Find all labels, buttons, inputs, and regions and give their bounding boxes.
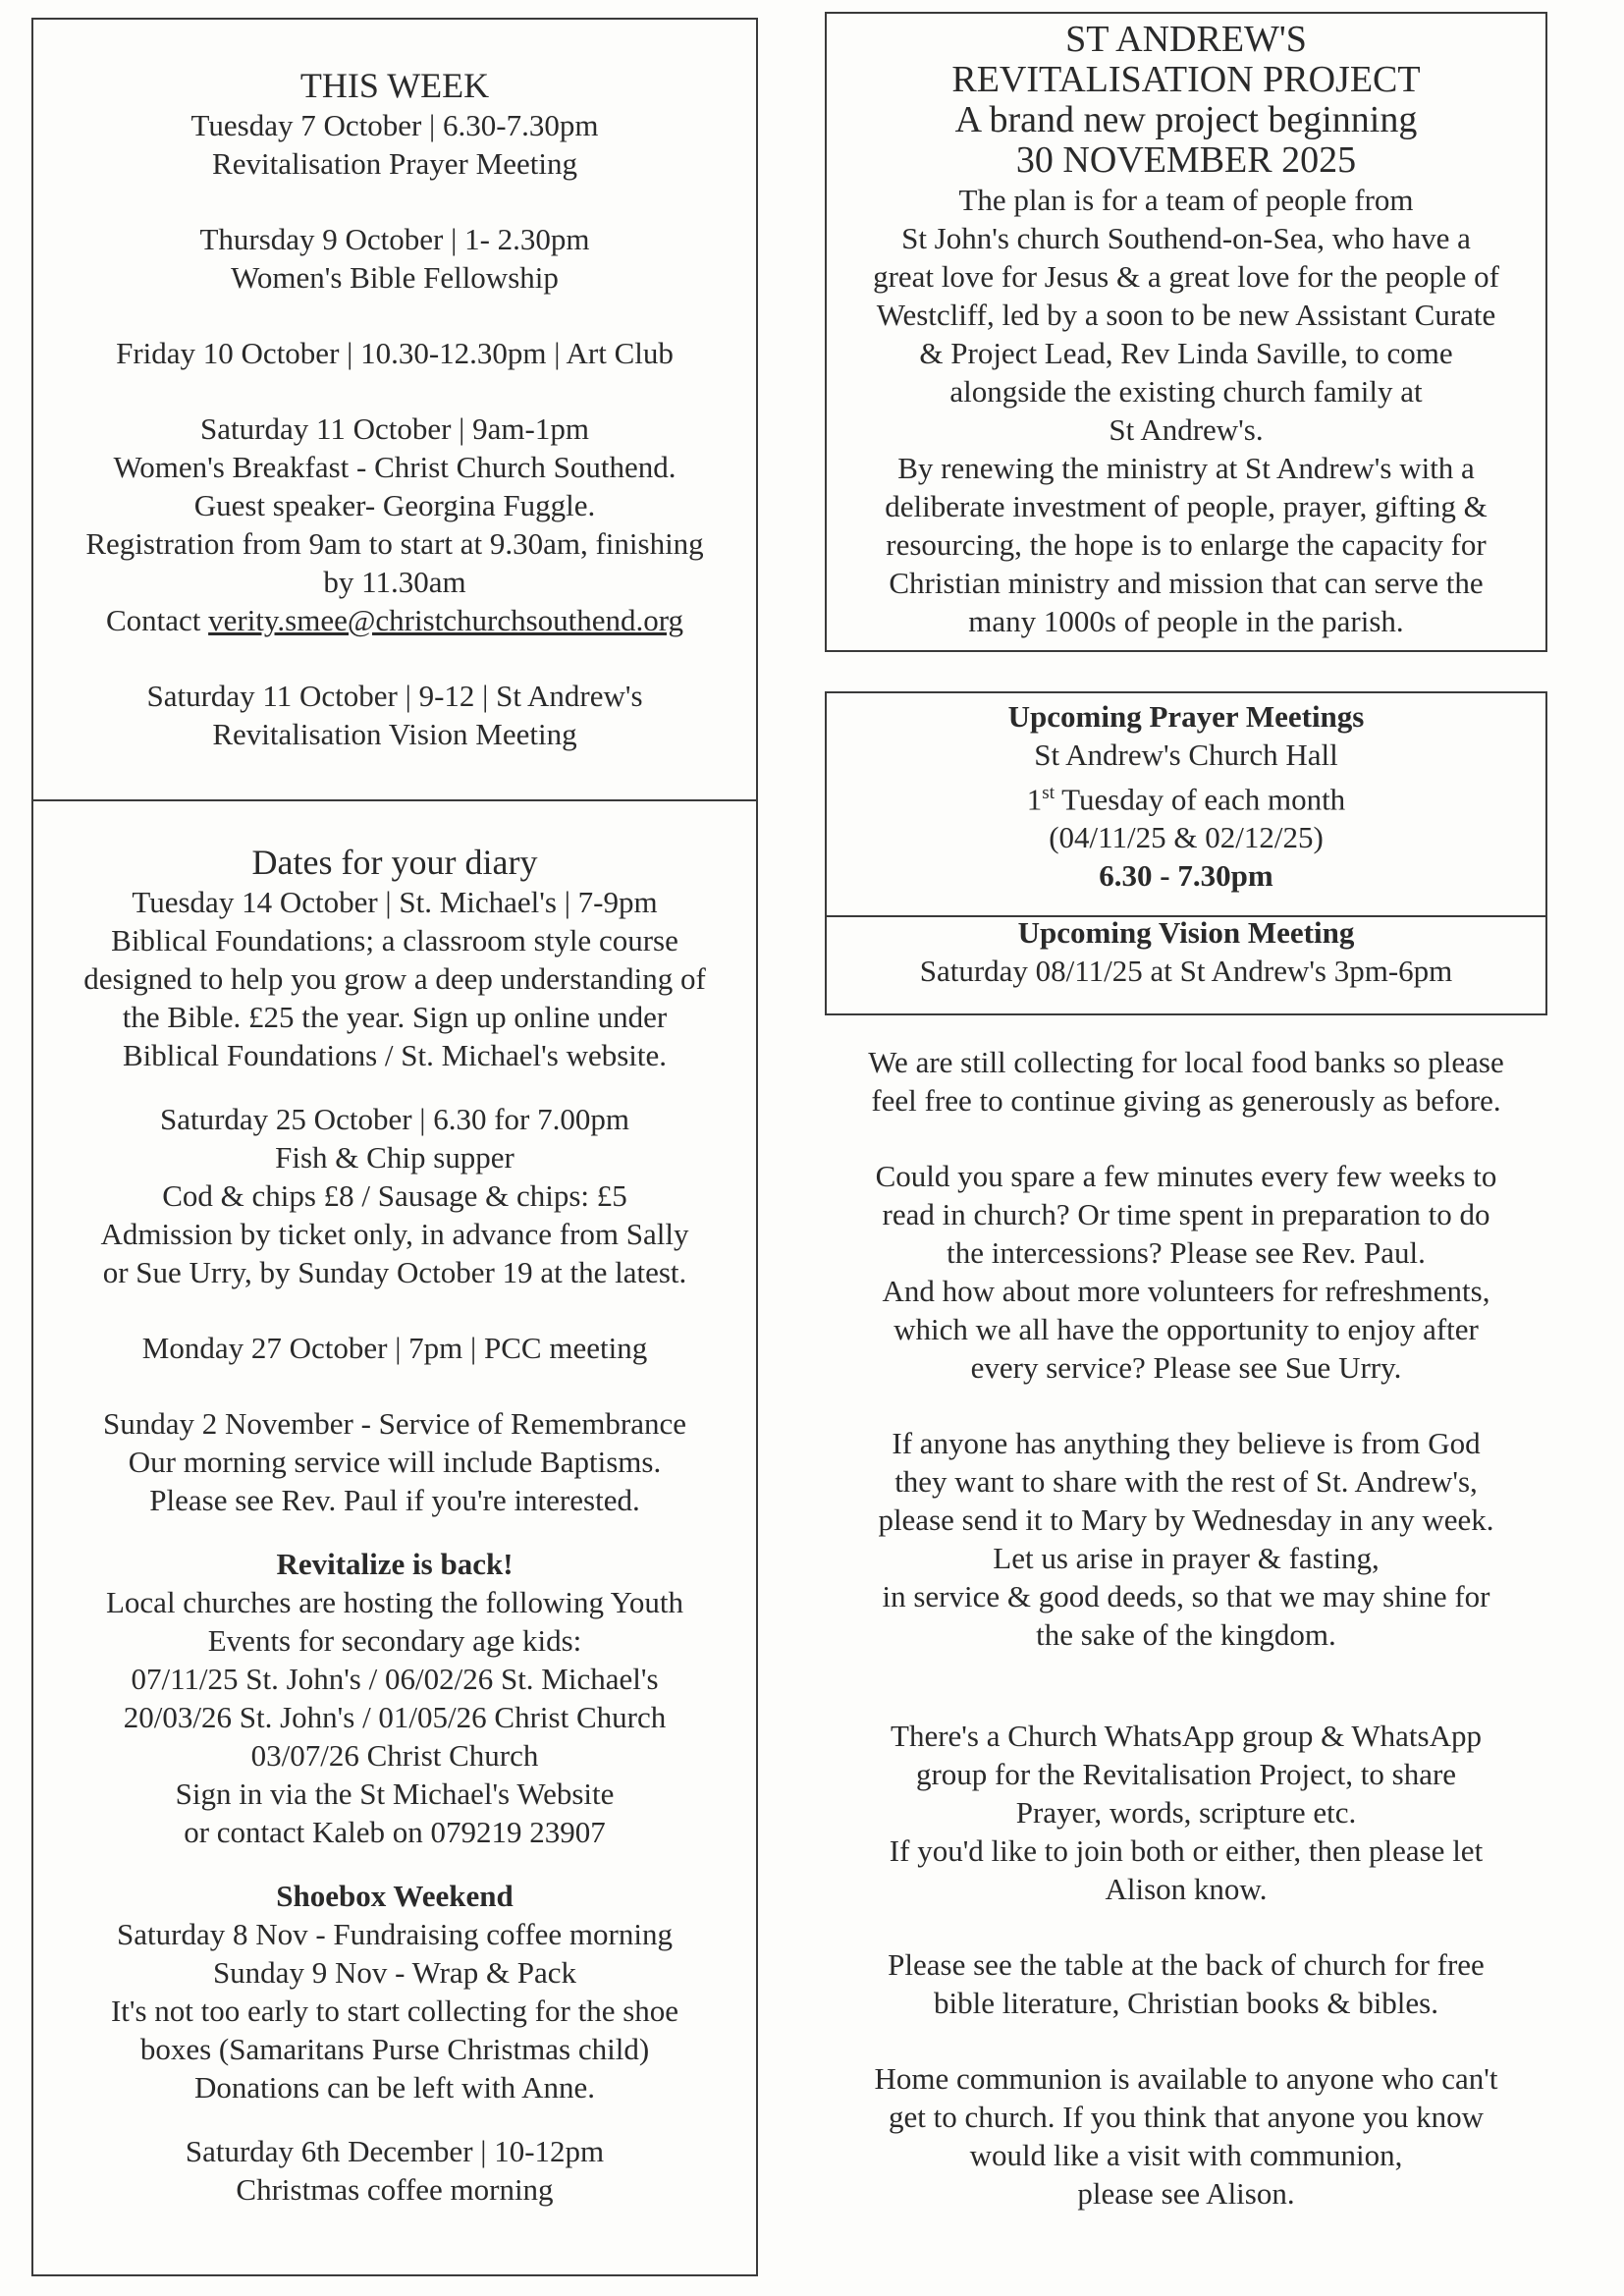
notice-line: bible literature, Christian books & bibles. — [934, 1986, 1438, 2020]
event-detail: Revitalisation Prayer Meeting — [212, 146, 577, 181]
event-detail: by 11.30am — [323, 565, 466, 599]
contact-prefix: Contact — [105, 603, 209, 637]
contact-line — [35, 601, 754, 639]
notice-line: they want to share with the rest of St. Andrew's, — [894, 1464, 1478, 1499]
diary-event-heading: Sunday 2 November - Service of Remembrance — [103, 1406, 686, 1441]
diary-event-detail: Saturday 8 Nov - Fundraising coffee morning — [117, 1917, 673, 1951]
diary-event-detail: Our morning service will include Baptisms. — [128, 1445, 662, 1479]
event-detail: Women's Breakfast - Christ Church Southend. — [113, 450, 677, 484]
diary-event-detail: Donations can be left with Anne. — [193, 2070, 596, 2105]
diary-event-heading: Saturday 25 October | 6.30 for 7.00pm — [159, 1102, 629, 1136]
project-body-line: many 1000s of people in the parish. — [968, 604, 1404, 638]
diary-event-heading: Saturday 6th December | 10-12pm — [185, 2134, 605, 2168]
project-body-line: & Project Lead, Rev Linda Saville, to come — [919, 336, 1453, 370]
project-subtitle: A brand new project beginning — [954, 99, 1418, 140]
notice-line: And how about more volunteers for refreshments, — [882, 1274, 1490, 1308]
this-week-section — [35, 65, 754, 753]
diary-event-detail: Sign in via the St Michael's Website — [175, 1777, 615, 1811]
diary-section — [35, 842, 754, 2209]
diary-event-heading: Revitalize is back! — [276, 1547, 514, 1581]
notice-line: Could you spare a few minutes every few weeks to — [875, 1159, 1497, 1193]
diary-event-detail: or Sue Urry, by Sunday October 19 at the latest. — [102, 1255, 687, 1289]
project-body-line: Christian ministry and mission that can serve the — [889, 566, 1484, 600]
notice-line: read in church? Or time spent in preparation to do — [882, 1197, 1490, 1231]
event-heading: Thursday 9 October | 1- 2.30pm — [199, 222, 590, 256]
schedule-number: 1 — [1026, 782, 1043, 817]
notice-line: feel free to continue giving as generously as before. — [871, 1083, 1501, 1118]
notice-line: would like a visit with communion, — [969, 2138, 1403, 2172]
notice-line: which we all have the opportunity to enjoy after — [893, 1312, 1479, 1346]
schedule-ordinal: st — [1042, 783, 1055, 803]
diary-event-detail: Events for secondary age kids: — [207, 1623, 582, 1658]
notice-line: the sake of the kingdom. — [1036, 1617, 1336, 1652]
notice-line: please see Alison. — [1077, 2176, 1295, 2211]
notice-line: the intercessions? Please see Rev. Paul. — [947, 1235, 1426, 1270]
event-heading: Tuesday 7 October | 6.30-7.30pm — [190, 108, 599, 142]
project-body-line: The plan is for a team of people from — [958, 183, 1414, 217]
diary-title: Dates for your diary — [251, 843, 538, 882]
diary-event-detail: Local churches are hosting the following Youth — [105, 1585, 684, 1619]
prayer-meetings-section — [829, 697, 1543, 895]
project-body-line: great love for Jesus & a great love for the people of — [873, 259, 1499, 294]
project-start-date: 30 NOVEMBER 2025 — [1015, 139, 1357, 181]
diary-event-heading: Shoebox Weekend — [276, 1879, 514, 1913]
notice-line: group for the Revitalisation Project, to share — [915, 1757, 1457, 1791]
notice-line: Home communion is available to anyone who can't — [874, 2061, 1498, 2096]
diary-event-detail: or contact Kaleb on 079219 23907 — [184, 1815, 606, 1849]
diary-event-detail: 20/03/26 St. John's / 01/05/26 Christ Church — [123, 1700, 667, 1734]
diary-event-detail: Cod & chips £8 / Sausage & chips: £5 — [162, 1178, 627, 1213]
prayer-meetings-location: St Andrew's Church Hall — [1034, 738, 1338, 772]
notice-line: please send it to Mary by Wednesday in any week. — [878, 1503, 1494, 1537]
diary-event-detail: boxes (Samaritans Purse Christmas child) — [139, 2032, 650, 2066]
diary-event-detail: Fish & Chip supper — [275, 1140, 514, 1175]
event-detail: Guest speaker- Georgina Fuggle. — [193, 488, 596, 522]
notice-line: There's a Church WhatsApp group & WhatsApp — [891, 1719, 1482, 1753]
diary-event-detail: designed to help you grow a deep understanding of — [83, 961, 706, 996]
prayer-meetings-title: Upcoming Prayer Meetings — [1007, 699, 1365, 734]
schedule-text: Tuesday of each month — [1054, 782, 1346, 817]
notice-line: Prayer, words, scripture etc. — [1015, 1795, 1357, 1830]
vision-meeting-section — [829, 913, 1543, 990]
project-body-line: St Andrew's. — [1109, 412, 1264, 447]
project-body-line: deliberate investment of people, prayer, gifting & — [885, 489, 1488, 523]
prayer-meetings-time: 6.30 - 7.30pm — [1099, 858, 1273, 894]
project-body-line: By renewing the ministry at St Andrew's with a — [897, 451, 1475, 485]
event-heading: Saturday 11 October | 9-12 | St Andrew's — [146, 679, 643, 713]
project-title: REVITALISATION PROJECT — [951, 59, 1421, 100]
diary-event-detail: the Bible. £25 the year. Sign up online under — [122, 1000, 668, 1034]
contact-email-link[interactable]: verity.smee@christchurchsouthend.org — [208, 603, 684, 637]
project-body-line: St John's church Southend-on-Sea, who have a — [901, 221, 1471, 255]
diary-event-detail: It's not too early to start collecting for the shoe — [110, 1994, 679, 2028]
diary-event-detail: Christmas coffee morning — [236, 2172, 554, 2207]
notices-section — [829, 1043, 1543, 2213]
project-title: ST ANDREW'S — [1065, 19, 1307, 60]
diary-event-detail: 07/11/25 St. John's / 06/02/26 St. Michael's — [131, 1662, 659, 1696]
notice-line: Please see the table at the back of church for free — [888, 1947, 1485, 1982]
vision-meeting-title: Upcoming Vision Meeting — [1017, 915, 1355, 950]
project-body-line: Westcliff, led by a soon to be new Assistant Curate — [876, 298, 1496, 332]
notice-line: If you'd like to join both or either, then please let — [889, 1833, 1484, 1868]
notice-line: Alison know. — [1105, 1872, 1268, 1906]
prayer-meetings-dates: (04/11/25 & 02/12/25) — [1049, 820, 1324, 855]
this-week-title: THIS WEEK — [299, 66, 490, 105]
event-heading: Friday 10 October | 10.30-12.30pm | Art Club — [116, 336, 674, 370]
notice-line: Let us arise in prayer & fasting, — [993, 1541, 1380, 1575]
project-body-line: alongside the existing church family at — [949, 374, 1423, 409]
notice-line: in service & good deeds, so that we may shine for — [882, 1579, 1490, 1613]
vision-meeting-detail: Saturday 08/11/25 at St Andrew's 3pm-6pm — [919, 954, 1453, 988]
diary-event-heading: Monday 27 October | 7pm | PCC meeting — [141, 1331, 648, 1365]
event-heading: Saturday 11 October | 9am-1pm — [200, 411, 589, 446]
event-detail: Women's Bible Fellowship — [231, 260, 559, 295]
diary-event-detail: Admission by ticket only, in advance from Sally — [100, 1217, 689, 1251]
notice-line: We are still collecting for local food banks so please — [868, 1045, 1504, 1079]
notice-line: If anyone has anything they believe is from God — [892, 1426, 1481, 1460]
project-body-line: resourcing, the hope is to enlarge the capacity for — [886, 527, 1487, 562]
diary-event-heading: Tuesday 14 October | St. Michael's | 7-9pm — [132, 885, 658, 919]
project-section — [829, 20, 1543, 640]
diary-event-detail: Biblical Foundations; a classroom style course — [111, 923, 678, 957]
diary-event-detail: Sunday 9 Nov - Wrap & Pack — [212, 1955, 577, 1990]
prayer-meetings-schedule — [829, 774, 1543, 818]
event-detail: Registration from 9am to start at 9.30am, finishing — [85, 526, 704, 561]
event-detail: Revitalisation Vision Meeting — [212, 717, 577, 751]
diary-event-detail: Please see Rev. Paul if you're interested. — [149, 1483, 640, 1517]
diary-event-detail: 03/07/26 Christ Church — [250, 1738, 539, 1773]
notice-line: get to church. If you think that anyone you know — [888, 2100, 1485, 2134]
diary-event-detail: Biblical Foundations / St. Michael's website. — [122, 1038, 668, 1072]
notice-line: every service? Please see Sue Urry. — [970, 1350, 1402, 1385]
